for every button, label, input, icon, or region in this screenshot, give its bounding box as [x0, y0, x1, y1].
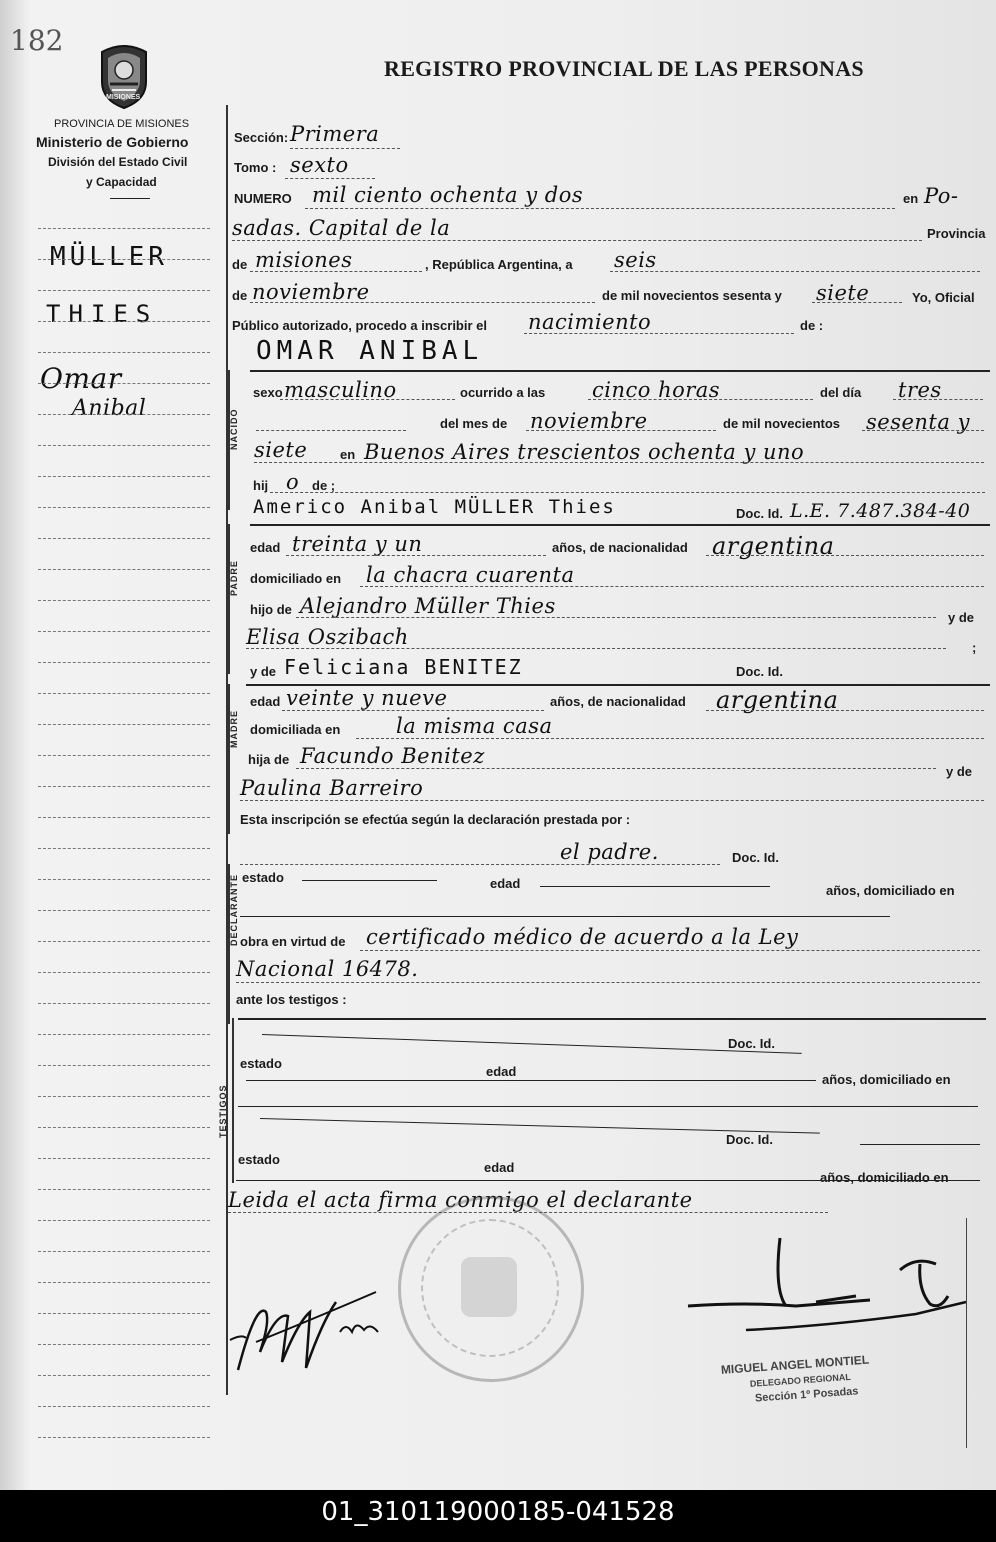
margin-rule-line	[38, 1406, 210, 1407]
label-edad-t2: edad	[484, 1160, 515, 1175]
provincial-emblem	[94, 38, 154, 110]
label-estado-decl: estado	[242, 870, 284, 885]
field-nota-final: Leida el acta firma conmigo el declarante	[228, 1188, 693, 1212]
label-estado-t1: estado	[240, 1056, 282, 1071]
org-line-3: División del Estado Civil	[48, 155, 188, 169]
margin-rule-line	[38, 476, 210, 477]
label-edad-decl: edad	[490, 876, 521, 891]
field-mes-nac: noviembre	[530, 409, 648, 433]
label-hij: hij	[253, 478, 269, 493]
margin-rule-line	[38, 1375, 210, 1376]
margin-rule-line	[38, 1313, 210, 1314]
margin-given-1: Omar	[40, 362, 122, 395]
field-anio-nac-b: siete	[254, 438, 308, 462]
margin-rule-line	[38, 1282, 210, 1283]
margin-rule-line	[38, 817, 210, 818]
margin-rule-line	[38, 290, 210, 291]
margin-surname-2: THIES	[46, 300, 159, 328]
field-madre-nombre: Feliciana BENITEZ	[284, 655, 523, 679]
field-padre-doc: L.E. 7.487.384-40	[790, 500, 971, 522]
field-padre-nacionalidad: argentina	[712, 532, 835, 560]
margin-rule-line	[38, 600, 210, 601]
margin-rule-line	[38, 1344, 210, 1345]
field-dia-inscripcion: seis	[614, 248, 657, 272]
label-doc-testigo2: Doc. Id.	[726, 1132, 773, 1147]
label-edad-t1: edad	[486, 1064, 517, 1079]
label-ante-testigos: ante los testigos :	[236, 992, 347, 1007]
label-de-prov: de	[232, 257, 248, 272]
field-madre-madre: Paulina Barreiro	[240, 776, 424, 800]
label-provincia: Provincia	[927, 226, 986, 241]
margin-rule-line	[38, 321, 210, 322]
label-semicolon: ;	[972, 640, 977, 655]
field-madre-edad: veinte y nueve	[286, 686, 448, 710]
field-obra-b: Nacional 16478.	[236, 957, 419, 981]
label-anos-dom-decl: años, domiciliado en	[826, 883, 955, 898]
margin-rule-line	[38, 972, 210, 973]
field-numero: mil ciento ochenta y dos	[312, 183, 584, 207]
field-mes-inscripcion: noviembre	[252, 280, 370, 304]
margin-rule-line	[38, 786, 210, 787]
label-doc-testigo1: Doc. Id.	[728, 1036, 775, 1051]
field-padre-padre: Alejandro Müller Thies	[300, 594, 556, 618]
label-hijo-de-padre: hijo de	[250, 602, 292, 617]
label-anos-nac-padre: años, de nacionalidad	[552, 540, 688, 555]
label-doc-padre: Doc. Id.	[736, 506, 783, 521]
signature-left	[226, 1282, 406, 1382]
field-anio-nac-a: sesenta y	[866, 410, 970, 434]
margin-rule-line	[38, 1437, 210, 1438]
field-madre-domicilio: la misma casa	[396, 714, 553, 738]
image-identifier: 01_310119000185-041528	[0, 1490, 996, 1542]
margin-rule-line	[38, 1158, 210, 1159]
label-en: en	[903, 191, 919, 206]
margin-rule-line	[38, 941, 210, 942]
label-de-mil: de mil novecientos sesenta y	[602, 288, 782, 303]
label-edad-madre: edad	[250, 694, 281, 709]
label-sexo: sexo	[253, 385, 283, 400]
label-ocurrido: ocurrido a las	[460, 385, 546, 400]
label-domiciliada-madre: domiciliada en	[250, 722, 341, 737]
label-doc-declarante: Doc. Id.	[732, 850, 779, 865]
label-del-mes: del mes de	[440, 416, 508, 431]
label-estado-t2: estado	[238, 1152, 280, 1167]
label-tomo: Tomo :	[234, 160, 277, 175]
field-obra-a: certificado médico de acuerdo a la Ley	[366, 925, 799, 949]
margin-surname-1: MÜLLER	[50, 242, 168, 272]
margin-rule-line	[38, 445, 210, 446]
label-y-de-madre2: y de	[946, 764, 973, 779]
label-publico: Público autorizado, procedo a inscribir el	[232, 318, 487, 333]
official-stamp	[718, 1345, 922, 1419]
field-madre-padre: Facundo Benitez	[300, 744, 485, 768]
field-provincia: misiones	[255, 248, 353, 272]
label-anos-nac-madre: años, de nacionalidad	[550, 694, 686, 709]
document-title: REGISTRO PROVINCIAL DE LAS PERSONAS	[384, 56, 864, 81]
field-madre-nacionalidad: argentina	[716, 686, 839, 714]
field-hora: cinco horas	[592, 378, 721, 402]
label-obra: obra en virtud de	[240, 934, 346, 949]
field-sexo: masculino	[284, 378, 397, 402]
margin-rule-line	[38, 910, 210, 911]
label-yo-oficial: Yo, Oficial	[912, 290, 975, 305]
label-anos-dom-t2: años, domiciliado en	[820, 1170, 949, 1185]
field-seccion: Primera	[290, 122, 380, 146]
margin-rule-line	[38, 631, 210, 632]
margin-given-2: Anibal	[72, 396, 147, 421]
org-line-1: PROVINCIA DE MISIONES	[54, 118, 190, 130]
field-padre-edad: treinta y un	[292, 532, 423, 556]
margin-rule-line	[38, 1251, 210, 1252]
label-republica: , República Argentina, a	[425, 257, 573, 272]
field-hij-suffix: o	[286, 470, 300, 494]
label-edad-padre: edad	[250, 540, 281, 555]
margin-rule-line	[38, 228, 210, 229]
emblem-label: MISIONES	[106, 94, 141, 101]
label-de-semi: de ;	[312, 478, 336, 493]
margin-rule-line	[38, 1034, 210, 1035]
field-ciudad-b: sadas. Capital de la	[232, 216, 451, 240]
margin-rule-line	[38, 755, 210, 756]
margin-rule-line	[38, 538, 210, 539]
label-de-colon: de :	[800, 318, 824, 333]
margin-rule-line	[38, 1065, 210, 1066]
margin-rule-line	[38, 383, 210, 384]
field-padre-nombre: Americo Anibal MÜLLER Thies	[253, 496, 616, 518]
field-declarante: el padre.	[560, 840, 659, 864]
field-anio-inscripcion: siete	[816, 281, 870, 305]
label-hija-de: hija de	[248, 752, 290, 767]
org-line-4: y Capacidad	[86, 175, 157, 189]
section-madre: MADRE	[229, 710, 239, 748]
field-padre-madre: Elisa Oszibach	[246, 625, 409, 649]
margin-rule-line	[38, 1003, 210, 1004]
field-padre-domicilio: la chacra cuarenta	[366, 563, 575, 587]
field-acto: nacimiento	[528, 310, 652, 334]
label-de-mil-nov: de mil novecientos	[723, 416, 841, 431]
label-esta-inscripcion: Esta inscripción se efectúa según la declaración prestada por :	[240, 812, 631, 827]
stamp-line-2: DELEGADO REGIONAL	[749, 1371, 852, 1389]
margin-rule-line	[38, 414, 210, 415]
stamp-line-1: MIGUEL ANGEL MONTIEL	[720, 1352, 870, 1377]
field-tomo: sexto	[290, 153, 349, 177]
label-numero: NUMERO	[234, 191, 292, 206]
label-y-de-madre: y de	[250, 664, 277, 679]
label-seccion: Sección:	[234, 130, 289, 145]
margin-rule-line	[38, 569, 210, 570]
label-y-de-padre: y de	[948, 610, 975, 625]
margin-rule-line	[38, 879, 210, 880]
signature-right	[686, 1230, 976, 1350]
margin-rule-line	[38, 724, 210, 725]
margin-rule-line	[38, 693, 210, 694]
label-anos-dom-t1: años, domiciliado en	[822, 1072, 951, 1087]
label-del-dia: del día	[820, 385, 862, 400]
org-line-2: Ministerio de Gobierno	[36, 134, 189, 150]
margin-rule-line	[38, 662, 210, 663]
corner-number: 182	[10, 24, 64, 57]
margin-rule-line	[38, 507, 210, 508]
stamp-line-3: Sección 1º Posadas	[754, 1385, 859, 1405]
label-de-mes: de	[232, 288, 248, 303]
section-nacido: NACIDO	[229, 408, 239, 450]
section-declarante: DECLARANTE	[229, 874, 239, 946]
field-ciudad-a: Po-	[924, 184, 959, 208]
field-dia-nac: tres	[898, 378, 942, 402]
section-testigos: TESTIGOS	[218, 1084, 228, 1138]
margin-rule-line	[38, 1096, 210, 1097]
field-nombre: OMAR ANIBAL	[256, 336, 484, 366]
margin-rule-line	[38, 259, 210, 260]
official-seal	[398, 1196, 584, 1382]
margin-rule-line	[38, 1127, 210, 1128]
label-en-lugar: en	[340, 447, 356, 462]
label-doc-madre: Doc. Id.	[736, 664, 783, 679]
section-padre: PADRE	[229, 560, 239, 596]
margin-rule-line	[38, 848, 210, 849]
label-domiciliado-padre: domiciliado en	[250, 571, 342, 586]
field-lugar-nac: Buenos Aires trescientos ochenta y uno	[364, 440, 805, 464]
margin-rule-line	[38, 1220, 210, 1221]
margin-rule-line	[38, 352, 210, 353]
margin-rule-line	[38, 1189, 210, 1190]
